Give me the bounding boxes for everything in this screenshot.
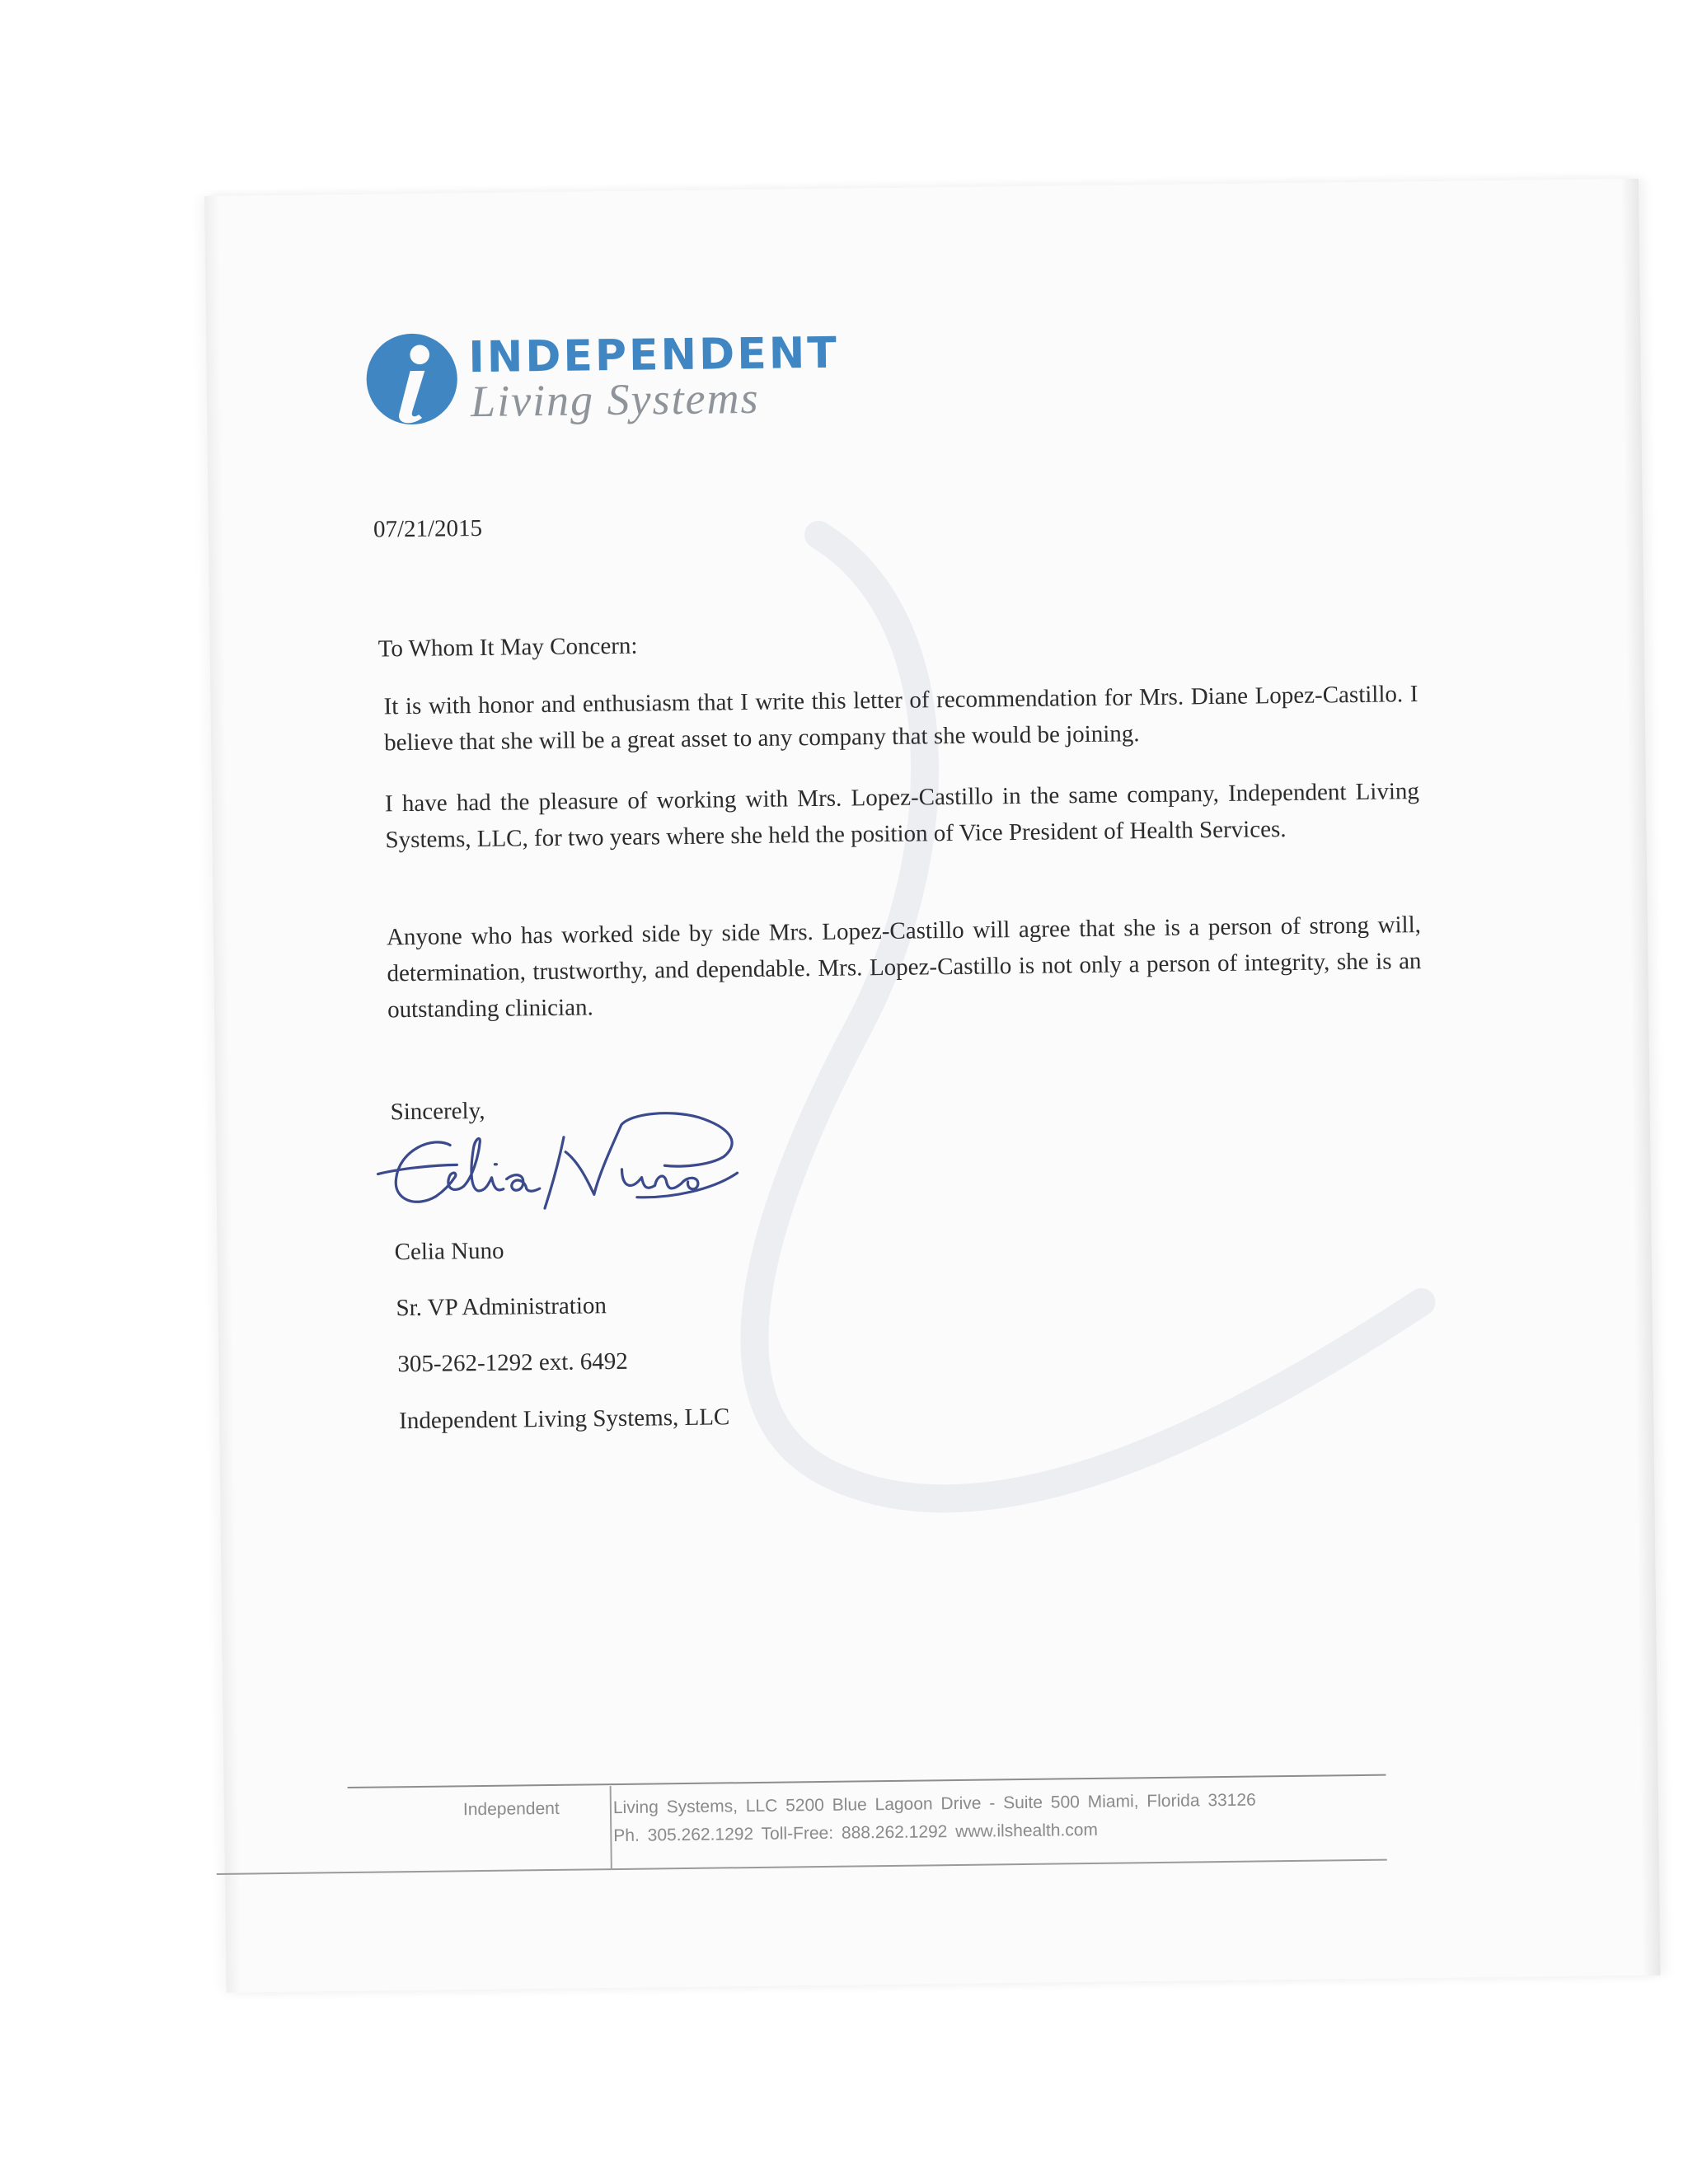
page-edge-shadow-right [1620, 179, 1661, 1975]
letter-page [204, 179, 1661, 1993]
footer-company-label: Independent [462, 1798, 560, 1820]
letter-date: 07/21/2015 [373, 514, 483, 543]
signer-name: Celia Nuno [394, 1237, 504, 1266]
salutation: To Whom It May Concern: [377, 632, 638, 663]
page-edge-shadow-left [204, 196, 241, 1993]
signer-title: Sr. VP Administration [396, 1292, 607, 1322]
paragraph-2: I have had the pleasure of working with Mrs. Lopez-Castillo in the same company, Independent Living Systems, LLC, for two years where she held the position of Vice President of Health Services. [384, 778, 1420, 854]
signer-company: Independent Living Systems, LLC [398, 1404, 730, 1435]
footer-address: Living Systems, LLC 5200 Blue Lagoon Drive - Suite 500 Miami, Florida 33126 [612, 1790, 1256, 1818]
footer-divider [610, 1786, 612, 1868]
logo-wordmark-top: INDEPENDENT [468, 328, 840, 383]
closing: Sincerely, [390, 1097, 485, 1126]
paragraph-1: It is with honor and enthusiasm that I write this letter of recommendation for Mrs. Diane Lopez-Castillo. I believe that she will be a great asset to any company that she would be joining. [383, 681, 1418, 757]
info-i-icon [363, 330, 461, 428]
company-logo [363, 321, 859, 434]
logo-wordmark-bottom: Living Systems [470, 373, 760, 427]
footer-rule-bottom [217, 1859, 1387, 1875]
handwritten-signature [374, 1107, 771, 1235]
footer-rule-top [348, 1774, 1386, 1788]
footer-contact: Ph. 305.262.1292 Toll-Free: 888.262.1292 www.ilshealth.com [613, 1820, 1099, 1846]
signer-phone: 305-262-1292 ext. 6492 [397, 1347, 629, 1378]
paragraph-3: Anyone who has worked side by side Mrs. Lopez-Castillo will agree that she is a person of strong will, determination, trustworthy, and dependable. Mrs. Lopez-Castillo is not only a person of integrity, she is an outstanding clinician. [386, 912, 1422, 1024]
